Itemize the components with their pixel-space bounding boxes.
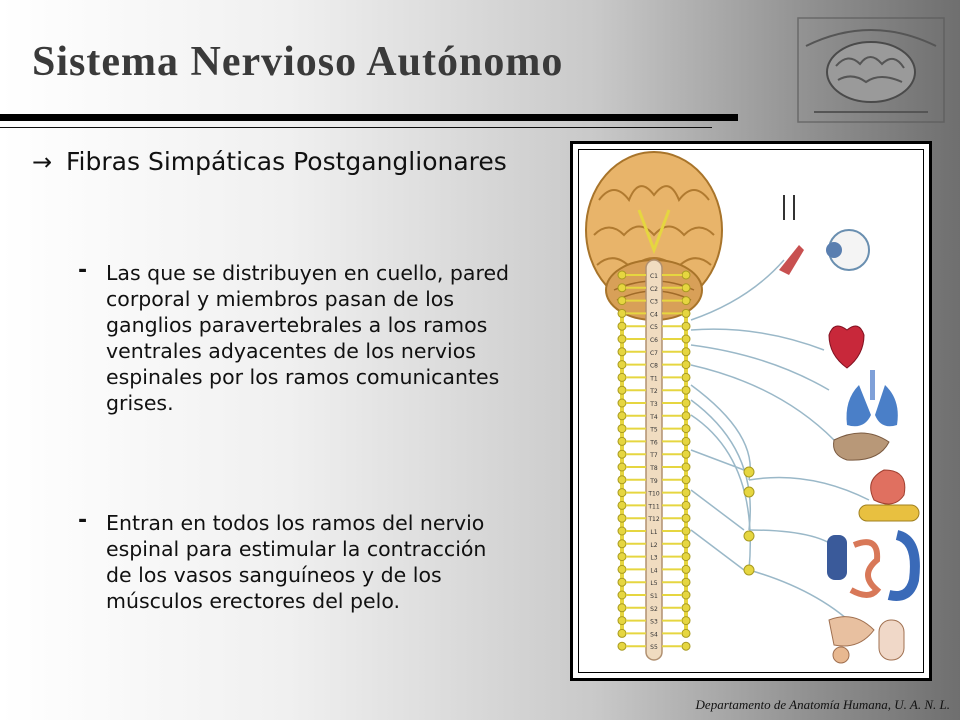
spinal-segment-label: T2 (650, 388, 658, 396)
spinal-segment-label: T3 (650, 401, 658, 408)
arrow-bullet-icon: → (32, 148, 53, 176)
sub-bullet-2 (78, 510, 518, 614)
eye-illustration (779, 195, 869, 275)
sympathetic-ganglion (618, 297, 626, 305)
sympathetic-ganglion (618, 463, 626, 471)
title-rule-thin (0, 127, 712, 128)
sympathetic-ganglion (682, 629, 690, 637)
spinal-segment-label: T10 (648, 490, 660, 498)
spinal-segment-label: C3 (649, 298, 659, 306)
sympathetic-ganglion (682, 540, 690, 548)
sympathetic-ganglion (682, 463, 690, 471)
spinal-segment-label: T11 (648, 503, 660, 511)
sympathetic-ganglion (682, 309, 690, 317)
sympathetic-ganglion (682, 437, 690, 445)
spinal-segment-label: C4 (649, 311, 659, 319)
sympathetic-ganglion (682, 412, 690, 420)
sympathetic-ganglion (618, 437, 626, 445)
spinal-segment-label: C1 (649, 273, 659, 280)
sympathetic-ganglion (682, 322, 690, 330)
main-bullet-text: Fibras Simpáticas Postganglionares (66, 147, 507, 176)
sub-bullet-1-text: Las que se distribuyen en cuello, pared corporal y miembros pasan de los ganglios paravertebrales a los ramos ventrales adyacentes de los nervios espinales por los ramos comunicantes grises. (106, 261, 510, 415)
spinal-segment-label: T8 (650, 465, 658, 472)
sympathetic-ganglion (618, 527, 626, 535)
spinal-segment-label: L5 (650, 580, 658, 588)
sympathetic-ganglion (682, 527, 690, 535)
department-logo (796, 16, 946, 124)
sympathetic-ganglion (682, 297, 690, 305)
sympathetic-ganglion (618, 629, 626, 637)
sympathetic-ganglion (618, 591, 626, 599)
sympathetic-ganglion (618, 348, 626, 356)
sympathetic-ganglion (618, 322, 626, 330)
sympathetic-ganglion (618, 425, 626, 433)
liver-illustration (834, 433, 889, 460)
spinal-segment-label: S1 (650, 593, 658, 600)
sympathetic-ganglion (618, 578, 626, 586)
sympathetic-ganglion (618, 271, 626, 279)
spinal-segment-label: S2 (650, 605, 658, 613)
sympathetic-ganglion (682, 604, 690, 612)
spinal-segment-label: L3 (650, 554, 658, 562)
sympathetic-ganglion (682, 450, 690, 458)
sympathetic-ganglion (682, 501, 690, 509)
sub-bullet-2-text: Entran en todos los ramos del nervio espinal para estimular la contracción de los vasos sanguíneos y de los músculos erectores del pelo. (106, 511, 487, 613)
sympathetic-ganglion (618, 501, 626, 509)
sympathetic-ganglion (682, 591, 690, 599)
footer-credit: Departamento de Anatomía Humana, U. A. N. L. (695, 697, 950, 712)
spinal-segment-label: S4 (650, 631, 658, 639)
sympathetic-ganglion (682, 425, 690, 433)
sympathetic-ganglion (682, 553, 690, 561)
sympathetic-ganglion (618, 604, 626, 612)
sympathetic-ganglion (618, 553, 626, 561)
spinal-segment-label: T9 (650, 477, 658, 485)
dash-bullet-icon: - (78, 258, 88, 283)
spinal-segment-label: T1 (650, 375, 658, 383)
sympathetic-ganglion (682, 617, 690, 625)
spinal-segment-label: L1 (650, 529, 658, 536)
sympathetic-ganglion (618, 540, 626, 548)
sympathetic-ganglion (618, 617, 626, 625)
dash-bullet-icon: - (78, 508, 88, 533)
sympathetic-ganglion (682, 489, 690, 497)
sympathetic-ganglion (682, 514, 690, 522)
sympathetic-ganglion (682, 565, 690, 573)
sympathetic-ganglion (618, 399, 626, 407)
sympathetic-ganglion (682, 476, 690, 484)
sympathetic-ganglion (618, 642, 626, 650)
anatomy-figure-frame (570, 141, 932, 681)
sympathetic-system-illustration (579, 150, 924, 673)
spinal-segment-label: C8 (649, 362, 659, 370)
spinal-cord (646, 260, 662, 660)
spinal-segment-label: T12 (648, 516, 660, 524)
sympathetic-ganglion (618, 565, 626, 573)
sympathetic-ganglion (682, 373, 690, 381)
spinal-segment-label: T7 (650, 452, 658, 460)
spinal-segment-label: L4 (650, 567, 658, 575)
sympathetic-ganglion (682, 386, 690, 394)
sympathetic-ganglion (682, 399, 690, 407)
sympathetic-ganglion (618, 373, 626, 381)
spinal-segment-label: L2 (650, 541, 658, 549)
sympathetic-ganglion (618, 412, 626, 420)
lungs-illustration (847, 370, 898, 426)
sympathetic-ganglion (682, 271, 690, 279)
title-rule-thick (0, 114, 738, 121)
sympathetic-ganglion (682, 348, 690, 356)
spinal-segment-label: C5 (649, 324, 659, 332)
pelvic-organs-illustration (829, 617, 904, 663)
heart-illustration (829, 326, 864, 368)
sympathetic-ganglion (682, 284, 690, 292)
spinal-segment-label: T5 (650, 426, 658, 434)
sympathetic-ganglion (618, 514, 626, 522)
spinal-segment-label: S3 (650, 618, 658, 626)
main-bullet (32, 146, 512, 177)
sympathetic-ganglion (682, 361, 690, 369)
sympathetic-ganglion (682, 642, 690, 650)
spinal-segment-label: T6 (650, 439, 658, 447)
sympathetic-ganglion (618, 284, 626, 292)
sympathetic-ganglion (618, 361, 626, 369)
anatomy-figure (578, 149, 924, 673)
spinal-segment-label: C7 (649, 349, 659, 357)
sub-bullet-1 (78, 260, 518, 416)
spinal-segment-label: S5 (650, 644, 658, 652)
sympathetic-ganglion (682, 578, 690, 586)
slide-title: Sistema Nervioso Autónomo (32, 39, 564, 85)
sympathetic-ganglion (682, 335, 690, 343)
spinal-segment-label: C6 (649, 337, 659, 344)
spinal-segment-label: C2 (649, 285, 659, 293)
sympathetic-ganglion (618, 386, 626, 394)
sympathetic-ganglion (618, 309, 626, 317)
spinal-segment-label: T4 (650, 413, 658, 421)
sympathetic-ganglion (618, 450, 626, 458)
intestine-illustration (827, 535, 915, 596)
sympathetic-ganglion (618, 476, 626, 484)
sympathetic-ganglion (618, 489, 626, 497)
stomach-illustration (859, 470, 919, 521)
sympathetic-ganglion (618, 335, 626, 343)
